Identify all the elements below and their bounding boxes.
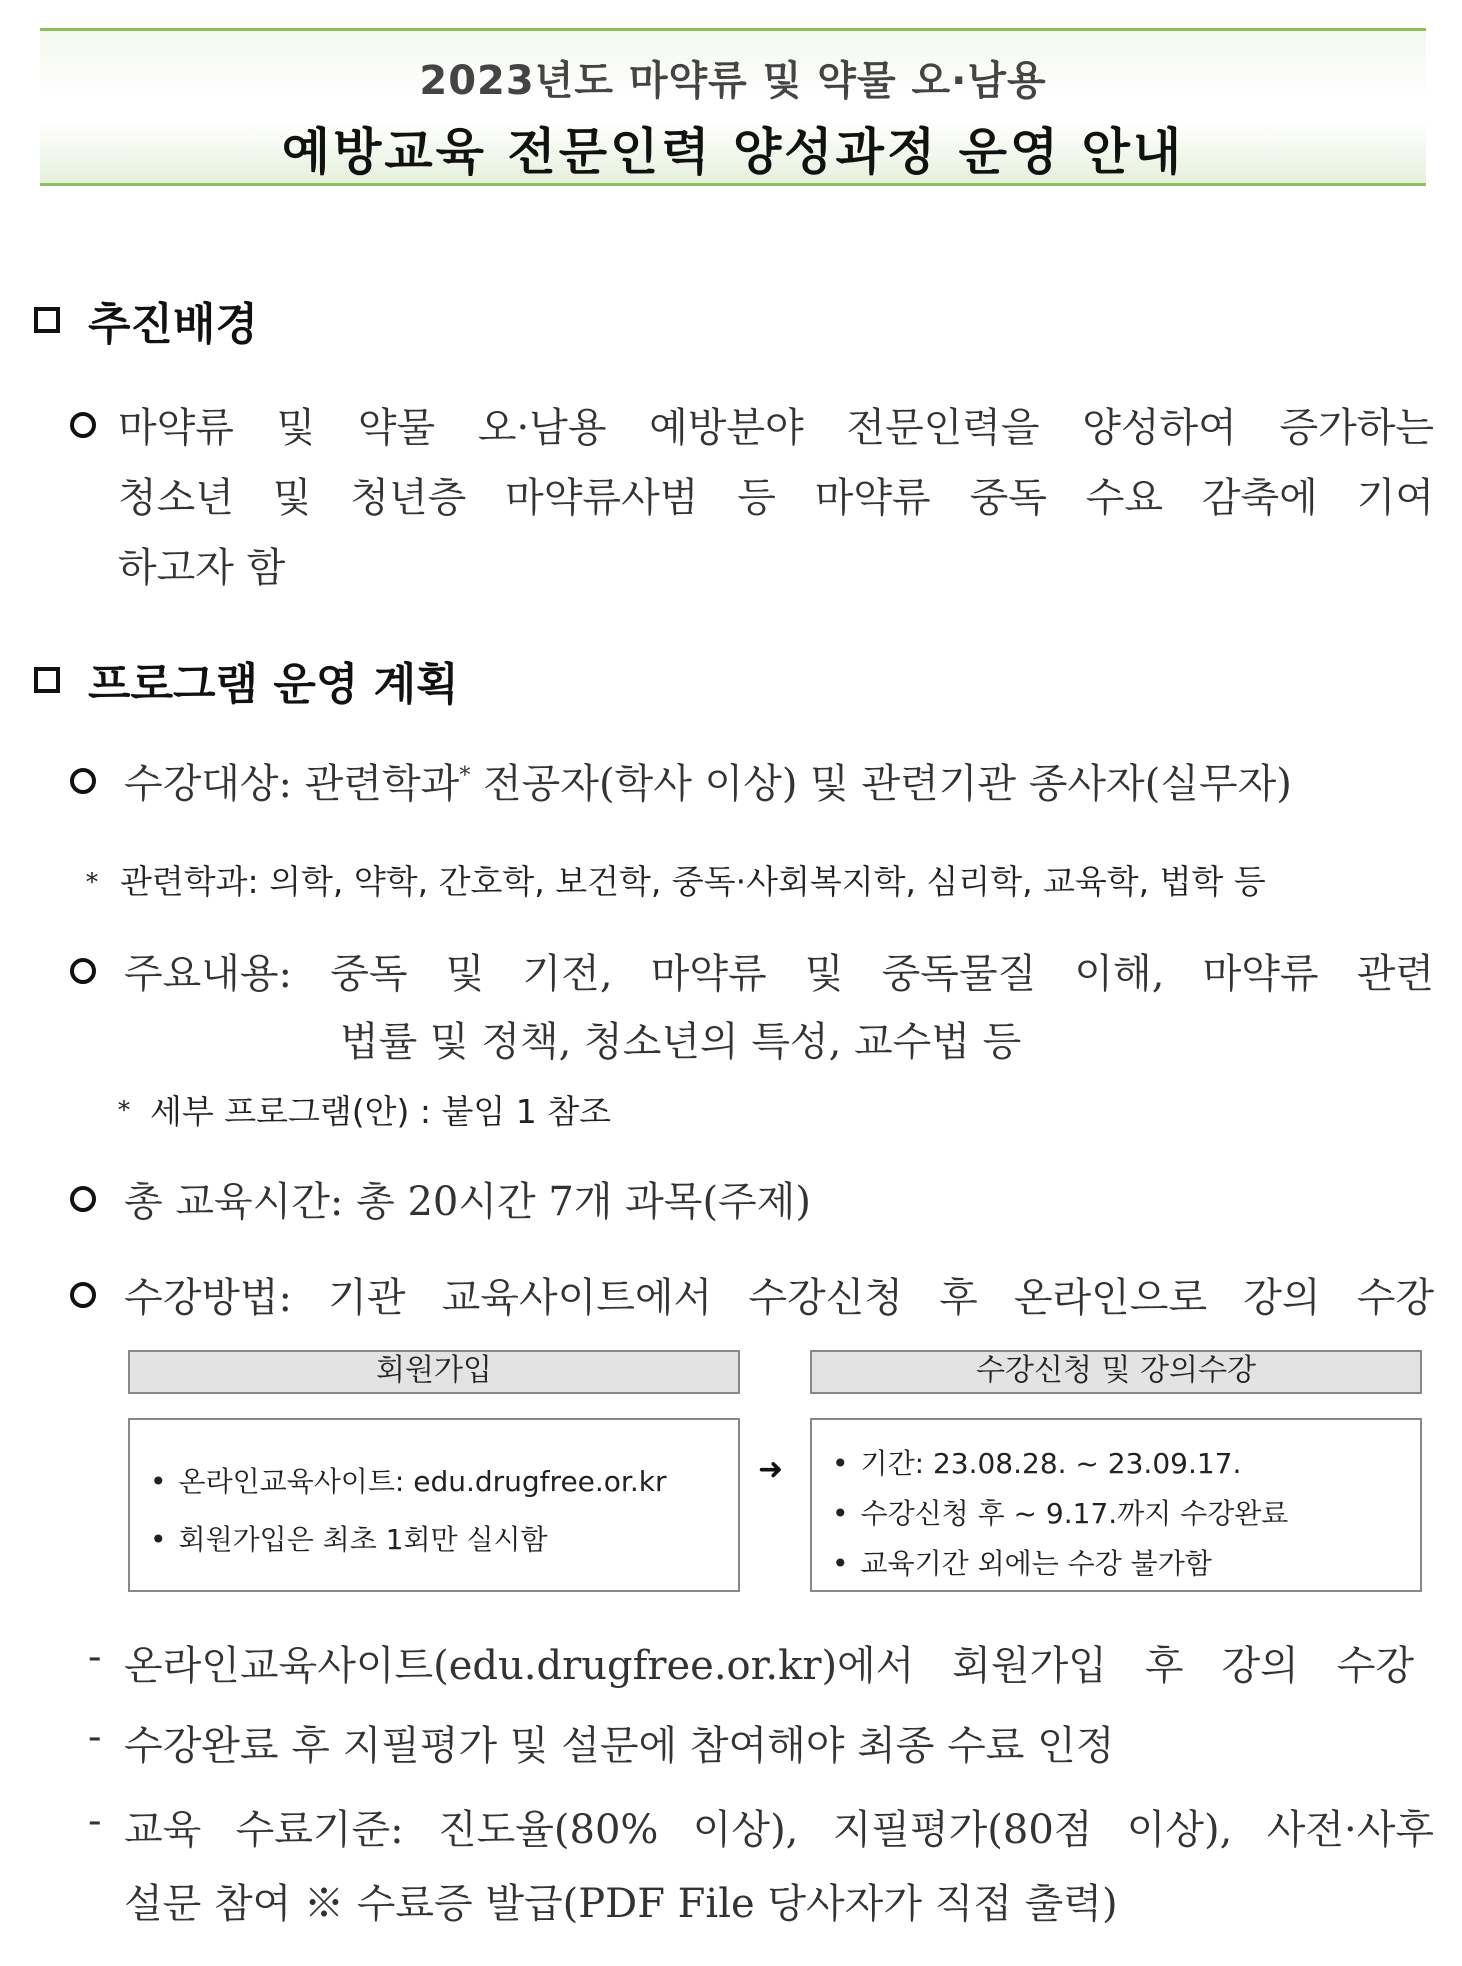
content-note: 세부 프로그램(안) : 붙임 1 참조 [150, 1092, 611, 1131]
dash-marker: - [88, 1714, 102, 1760]
dash-marker: - [88, 1798, 102, 1844]
background-para-line3: 하고자 함 [118, 545, 286, 591]
arrow-right-icon: ➜ [758, 1452, 784, 1487]
title-subtitle: 2023년도 마약류 및 약물 오·남용 [419, 58, 1047, 104]
section-heading-text: 추진배경 [88, 299, 259, 350]
dash-marker: - [88, 1634, 102, 1680]
flow-left-item: • 온라인교육사이트: edu.drugfree.or.kr [150, 1460, 667, 1500]
section-heading-program [34, 648, 459, 712]
target-note: 관련학과: 의학, 약학, 간호학, 보건학, 중독·사회복지학, 심리학, 교육학, 법학 등 [120, 862, 1266, 901]
circle-bullet-icon [70, 768, 96, 794]
circle-bullet-icon [70, 412, 96, 438]
hours-line: 총 교육시간: 총 20시간 7개 과목(주제) [124, 1179, 811, 1225]
section-heading-text: 프로그램 운영 계획 [88, 659, 459, 710]
circle-bullet-icon [70, 1186, 96, 1212]
note-star: * [86, 868, 98, 896]
dash-line2: 수강완료 후 지필평가 및 설문에 참여해야 최종 수료 인정 [124, 1723, 1115, 1769]
title-banner [40, 28, 1426, 186]
flow-right-header: 수강신청 및 강의수강 [810, 1350, 1422, 1394]
flow-right-box [810, 1418, 1422, 1592]
content-line2: 법률 및 정책, 청소년의 특성, 교수법 등 [340, 1019, 1022, 1065]
note-star: * [118, 1096, 130, 1124]
dash-line1: 온라인교육사이트(edu.drugfree.or.kr)에서 회원가입 후 강의 수강 [124, 1643, 1414, 1689]
title-main: 예방교육 전문인력 양성과정 운영 안내 [281, 123, 1185, 181]
flow-right-item: • 수강신청 후 ~ 9.17.까지 수강완료 [832, 1492, 1288, 1532]
target-rest: 전공자(학사 이상) 및 관련기관 종사자(실무자) [483, 761, 1292, 807]
flow-left-item: • 회원가입은 최초 1회만 실시함 [150, 1518, 548, 1558]
dash-line3: 교육 수료기준: 진도율(80% 이상), 지필평가(80점 이상), 사전·사후 [124, 1807, 1434, 1853]
flow-left-box [128, 1418, 740, 1592]
circle-bullet-icon [70, 1282, 96, 1308]
method-line: 수강방법: 기관 교육사이트에서 수강신청 후 온라인으로 강의 수강 [124, 1275, 1434, 1321]
background-para-line2: 청소년 및 청년층 마약류사범 등 마약류 중독 수요 감축에 기여 [118, 475, 1434, 521]
square-bullet-icon [34, 667, 60, 693]
dash-line4: 설문 참여 ※ 수료증 발급(PDF File 당사자가 직접 출력) [124, 1881, 1118, 1927]
content-line1: 주요내용: 중독 및 기전, 마약류 및 중독물질 이해, 마약류 관련 [124, 951, 1434, 997]
circle-bullet-icon [70, 958, 96, 984]
flow-right-item: • 기간: 23.08.28. ~ 23.09.17. [832, 1442, 1241, 1482]
flow-right-item: • 교육기간 외에는 수강 불가함 [832, 1542, 1212, 1582]
background-para-line1: 마약류 및 약물 오·남용 예방분야 전문인력을 양성하여 증가하는 [118, 405, 1434, 451]
target-star: * [459, 763, 471, 789]
section-heading-background [34, 288, 258, 352]
target-text: 수강대상: 관련학과 [124, 761, 460, 807]
flow-left-header: 회원가입 [128, 1350, 740, 1394]
target-label [124, 752, 1292, 809]
square-bullet-icon [34, 307, 60, 333]
